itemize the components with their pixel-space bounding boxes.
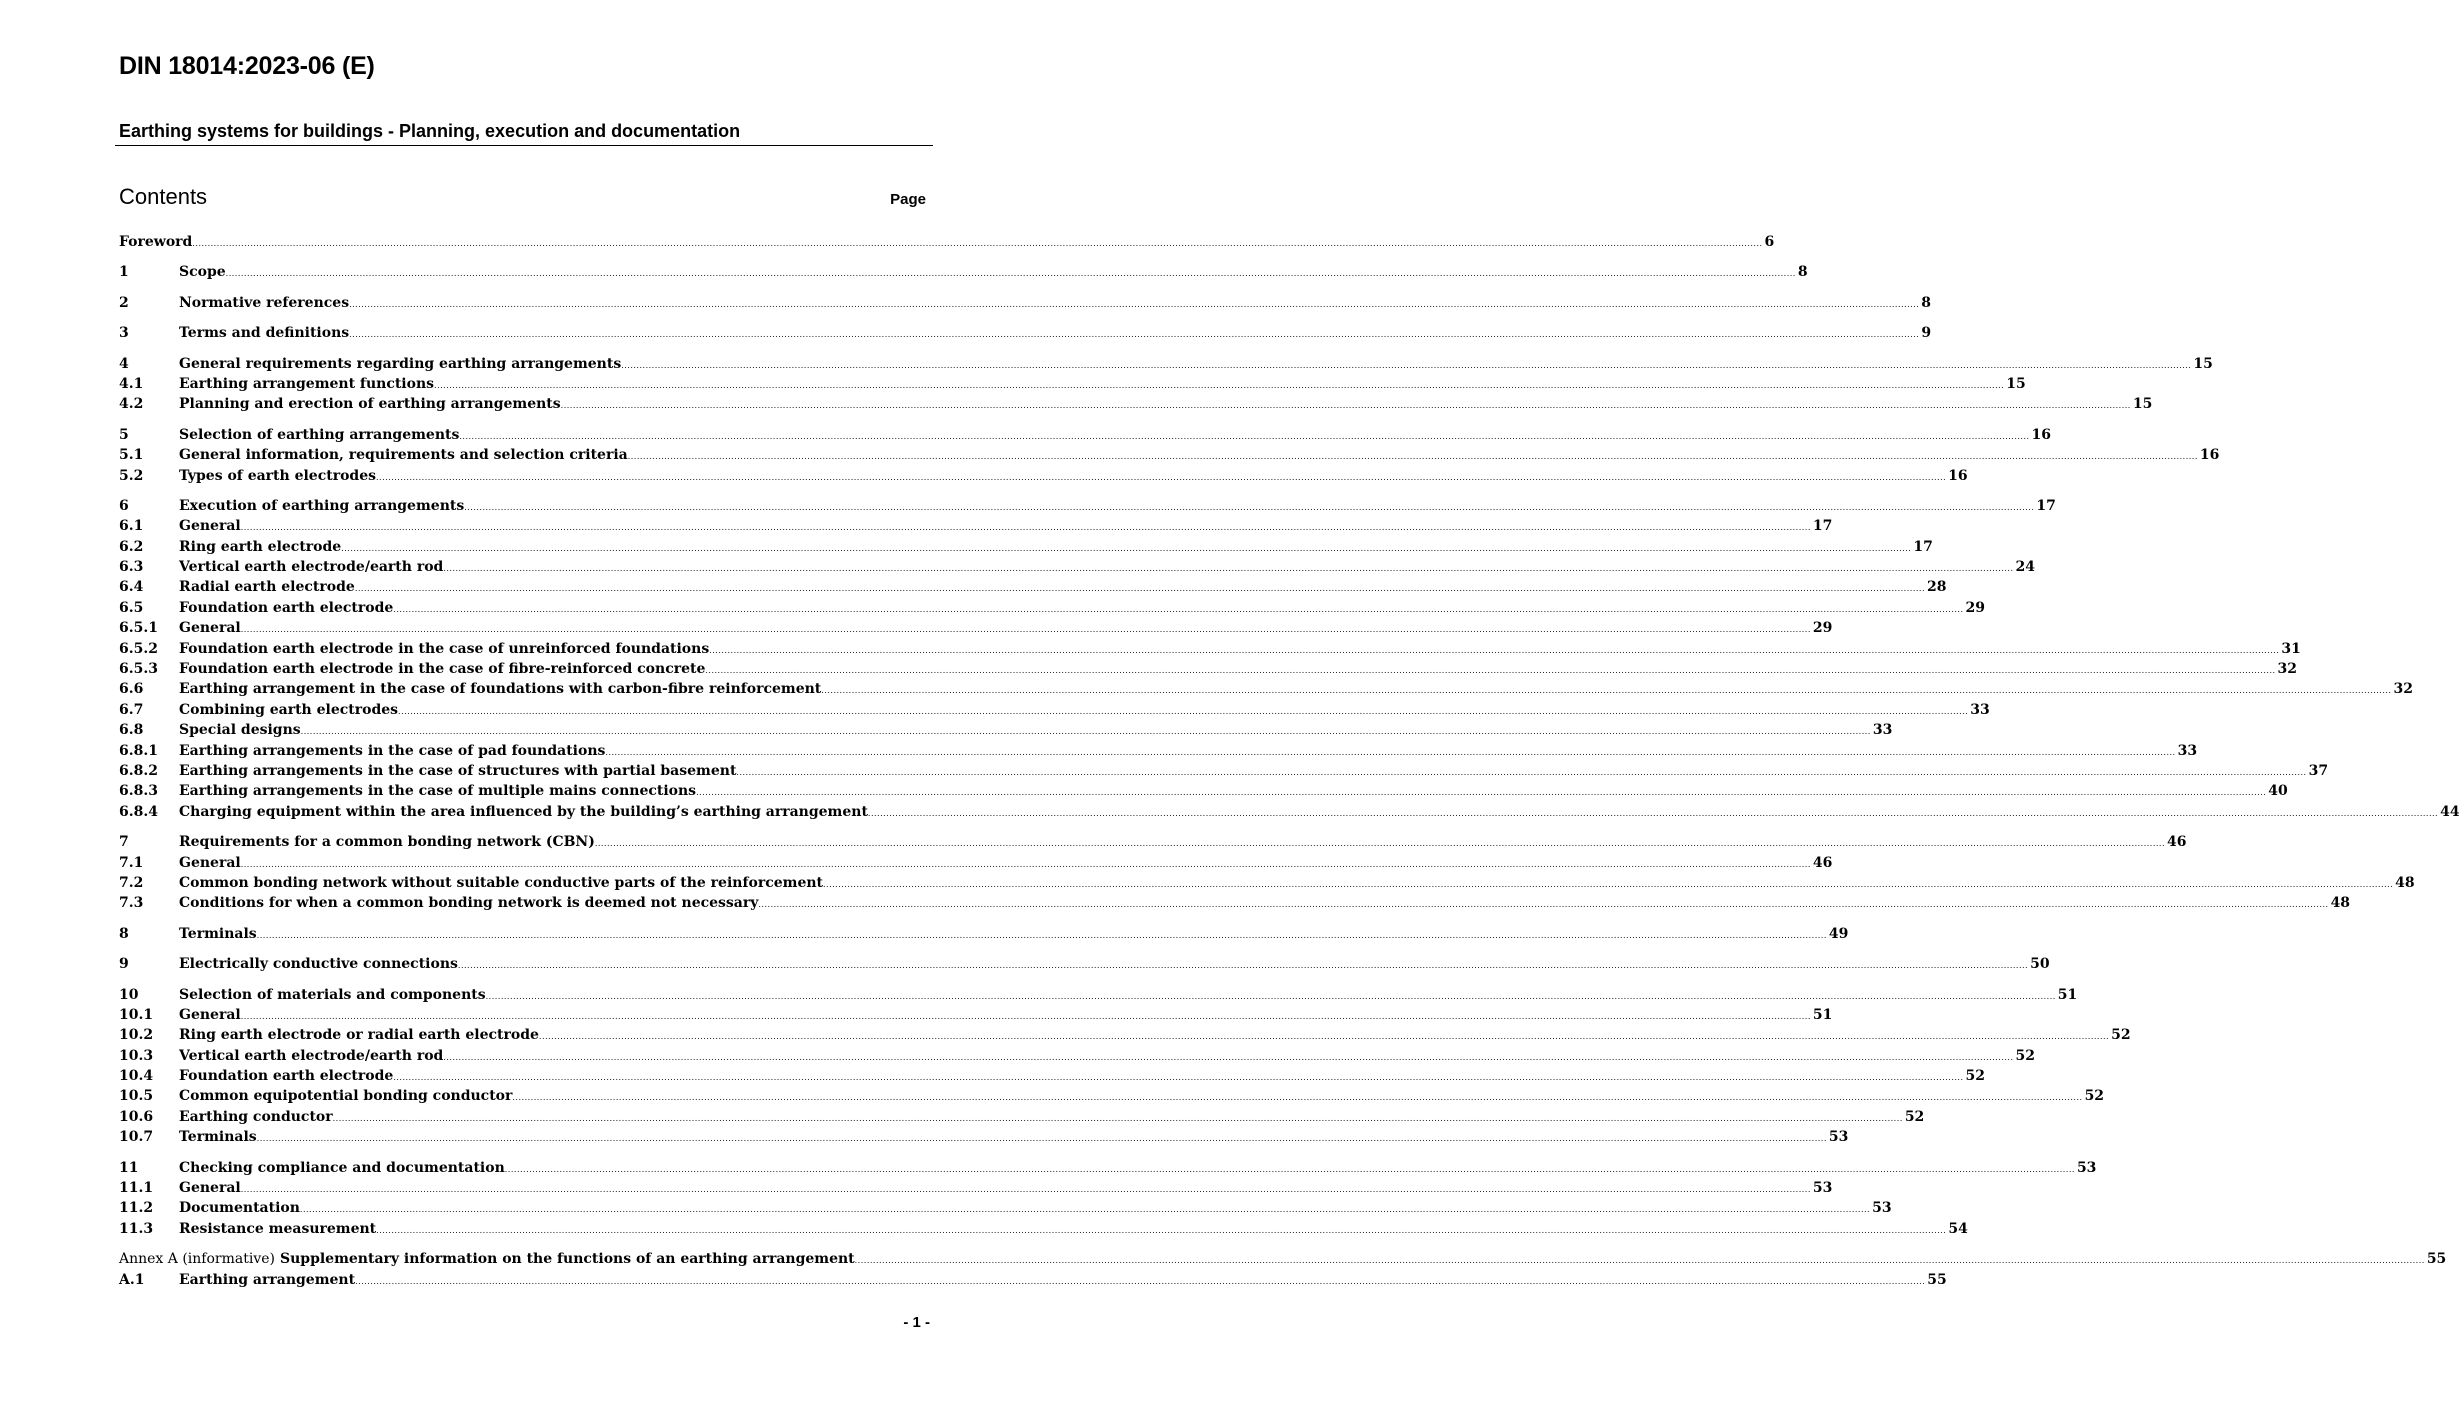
toc-entry-page: 46 xyxy=(2167,834,2187,851)
dot-leader xyxy=(821,681,2391,701)
dot-leader xyxy=(855,1251,2425,1271)
dot-leader xyxy=(241,855,1811,875)
toc-entry-page: 51 xyxy=(1812,1006,1833,1023)
toc-entry-title: Supplementary information on the functions of an earthing arrangement xyxy=(279,1251,855,1268)
toc-entry[interactable] xyxy=(119,618,1833,638)
toc-entry-number: 6.5 xyxy=(119,599,144,616)
toc-entry-title: General information, requirements and selection criteria xyxy=(179,447,628,464)
toc-entry-page: 52 xyxy=(1965,1068,1985,1085)
toc-entry-number: 10.4 xyxy=(119,1068,154,1085)
toc-entry-page: 54 xyxy=(1948,1220,1968,1237)
toc-entry[interactable] xyxy=(119,1198,1892,1218)
dot-leader xyxy=(241,1007,1811,1027)
dot-leader xyxy=(355,579,1925,599)
toc-entry[interactable] xyxy=(119,659,2298,679)
dot-leader xyxy=(398,702,1968,722)
toc-entry-page: 52 xyxy=(1904,1108,1925,1125)
toc-entry-number: 10.2 xyxy=(119,1027,154,1044)
toc-entry-page: 24 xyxy=(2015,559,2035,576)
toc-entry[interactable] xyxy=(119,720,1893,740)
toc-entry-page: 52 xyxy=(2015,1047,2035,1064)
toc-entry-title: Terminals xyxy=(179,925,257,942)
toc-entry-title: Types of earth electrodes xyxy=(179,467,376,484)
toc-entry-page: 53 xyxy=(1828,1129,1849,1146)
dot-leader xyxy=(621,356,2191,376)
toc-entry-title: Earthing arrangement xyxy=(179,1271,356,1288)
toc-entry[interactable] xyxy=(119,1046,2035,1066)
toc-entry-number: 9 xyxy=(119,956,129,973)
toc-entry-page: 53 xyxy=(1872,1200,1892,1217)
toc-entry[interactable] xyxy=(119,1178,1833,1198)
toc-entry-page: 33 xyxy=(1970,701,1990,718)
toc-entry-page: 9 xyxy=(1921,325,1932,342)
toc-entry-number: 10.3 xyxy=(119,1047,154,1064)
toc-entry[interactable] xyxy=(119,374,2026,394)
toc-entry-number: 8 xyxy=(119,925,129,942)
toc-entry[interactable] xyxy=(119,293,1932,313)
toc-entry[interactable] xyxy=(119,832,2187,852)
toc-entry-title: General xyxy=(179,1180,241,1197)
toc-entry-number: A.1 xyxy=(119,1271,145,1288)
toc-entry-page: 15 xyxy=(2132,396,2153,413)
toc-entry-number: 6.5.1 xyxy=(119,620,158,637)
toc-entry-annex-a[interactable] xyxy=(119,1249,2447,1269)
dot-leader xyxy=(505,1160,2075,1180)
dot-leader xyxy=(696,783,2266,803)
dot-leader xyxy=(595,834,2165,854)
dot-leader xyxy=(257,926,1827,946)
toc-entry-number: 5 xyxy=(119,426,129,443)
toc-entry-number: 6.4 xyxy=(119,579,144,596)
dot-leader xyxy=(349,325,1919,345)
toc-entry-number: 2 xyxy=(119,294,129,311)
toc-entry-number: 6.5.2 xyxy=(119,640,158,657)
toc-entry-page: 46 xyxy=(1812,854,1833,871)
toc-entry-page: 33 xyxy=(1872,722,1893,739)
toc-entry-page: 53 xyxy=(1812,1180,1833,1197)
toc-entry-number: 10 xyxy=(119,986,139,1003)
toc-entry-title: General xyxy=(179,518,241,535)
toc-entry-title: Requirements for a common bonding network (CBN) xyxy=(179,834,595,851)
toc-entry-page: 32 xyxy=(2393,681,2413,698)
toc-entry[interactable] xyxy=(119,557,2035,577)
dot-leader xyxy=(241,518,1811,538)
toc-entry-number: 6.8.3 xyxy=(119,783,158,800)
toc-entry-page: 15 xyxy=(2006,375,2026,392)
toc-entry[interactable] xyxy=(119,1107,1925,1127)
toc-entry[interactable] xyxy=(119,354,2213,374)
toc-entry-number: 6.6 xyxy=(119,681,144,698)
toc-entry-page: 52 xyxy=(2111,1027,2131,1044)
toc-entry-title: Electrically conductive connections xyxy=(179,956,458,973)
dot-leader xyxy=(823,875,2393,895)
toc-entry-page: 29 xyxy=(1965,599,1985,616)
toc-entry-title: Documentation xyxy=(179,1200,300,1217)
toc-entry-title: Normative references xyxy=(179,294,350,311)
toc-entry-number: 7.1 xyxy=(119,854,144,871)
toc-entry-page: 44 xyxy=(2440,803,2460,820)
dot-leader xyxy=(705,661,2275,681)
toc-entry[interactable] xyxy=(119,781,2288,801)
toc-entry-title: Execution of earthing arrangements xyxy=(179,497,465,514)
toc-entry-page: 37 xyxy=(2308,762,2329,779)
toc-entry-page: 16 xyxy=(2199,447,2220,464)
toc-entry-page: 55 xyxy=(2426,1251,2447,1268)
toc-entry-page: 50 xyxy=(2030,956,2050,973)
toc-entry[interactable] xyxy=(119,1270,1947,1290)
toc-entry-page: 8 xyxy=(1921,294,1932,311)
toc-entry-number: 6.3 xyxy=(119,559,144,576)
toc-entry-number: 1 xyxy=(119,264,129,281)
toc-entry-number: 11.2 xyxy=(119,1200,154,1217)
toc-entry-title: Foundation earth electrode xyxy=(179,1068,394,1085)
toc-entry-page: 33 xyxy=(2177,742,2198,759)
document-id: DIN 18014:2023-06 (E) xyxy=(119,52,375,80)
dot-leader xyxy=(561,396,2131,416)
contents-heading: Contents xyxy=(119,184,208,209)
toc-entry-title: Earthing arrangements in the case of structures with partial basement xyxy=(179,762,737,779)
toc-entry[interactable] xyxy=(119,394,2153,414)
toc-entry-foreword[interactable] xyxy=(119,232,1775,252)
dot-leader xyxy=(464,498,2034,518)
toc-entry[interactable] xyxy=(119,262,1808,282)
toc-entry-title: Radial earth electrode xyxy=(179,579,355,596)
toc-entry[interactable] xyxy=(119,924,1849,944)
toc-entry-number: 10.1 xyxy=(119,1006,154,1023)
toc-entry-title: Common equipotential bonding conductor xyxy=(179,1088,513,1105)
toc-entry-number: 6.2 xyxy=(119,538,144,555)
toc-entry-number: 11 xyxy=(119,1159,139,1176)
toc-entry-title: Ring earth electrode or radial earth electrode xyxy=(179,1027,539,1044)
dot-leader xyxy=(605,743,2175,763)
document-subtitle: Earthing systems for buildings - Planning, execution and documentation xyxy=(119,121,741,141)
toc-entry[interactable] xyxy=(119,1025,2131,1045)
toc-entry-title: Foundation earth electrode xyxy=(179,599,394,616)
dot-leader xyxy=(539,1027,2109,1047)
toc-entry[interactable] xyxy=(119,1219,1968,1239)
toc-entry[interactable] xyxy=(119,954,2050,974)
toc-entry-number: 6.8.4 xyxy=(119,803,158,820)
toc-entry-title: Resistance measurement xyxy=(179,1220,377,1237)
toc-entry-number: 3 xyxy=(119,325,129,342)
toc-entry-page: 40 xyxy=(2268,783,2288,800)
toc-entry-title: Selection of materials and components xyxy=(179,986,486,1003)
toc-entry-number: 10.7 xyxy=(119,1129,154,1146)
toc-entry[interactable] xyxy=(119,639,2301,659)
toc-entry[interactable] xyxy=(119,445,2220,465)
dot-leader xyxy=(486,987,2056,1007)
toc-entry[interactable] xyxy=(119,1005,1833,1025)
toc-entry-title: General xyxy=(179,854,241,871)
dot-leader xyxy=(376,468,1946,488)
toc-entry-title: Vertical earth electrode/earth rod xyxy=(179,559,444,576)
toc-entry[interactable] xyxy=(119,1127,1849,1147)
toc-entry[interactable] xyxy=(119,577,1947,597)
title-divider xyxy=(115,145,933,146)
dot-leader xyxy=(459,427,2029,447)
dot-leader xyxy=(736,763,2306,783)
toc-entry-page: 53 xyxy=(2076,1159,2097,1176)
dot-leader xyxy=(226,264,1796,284)
toc-entry-number: 6.7 xyxy=(119,701,144,718)
toc-entry[interactable] xyxy=(119,700,1990,720)
dot-leader xyxy=(301,722,1871,742)
toc-entry-title: Charging equipment within the area influenced by the building’s earthing arrangement xyxy=(179,803,868,820)
toc-entry-page: 17 xyxy=(1913,538,1933,555)
toc-entry[interactable] xyxy=(119,893,2351,913)
toc-entry[interactable] xyxy=(119,425,2052,445)
dot-leader xyxy=(376,1221,1946,1241)
toc-entry-page: 52 xyxy=(2084,1088,2105,1105)
dot-leader xyxy=(241,1180,1811,1200)
toc-entry[interactable] xyxy=(119,853,1833,873)
toc-entry-page: 29 xyxy=(1812,620,1833,637)
toc-entry-title: General xyxy=(179,1006,241,1023)
dot-leader xyxy=(758,895,2328,915)
dot-leader xyxy=(393,1068,1963,1088)
toc-entry-number: 6 xyxy=(119,497,129,514)
toc-entry-page: 6 xyxy=(1764,234,1775,250)
toc-entry-title: Foundation earth electrode in the case of fibre-reinforced concrete xyxy=(179,661,706,678)
table-of-contents xyxy=(119,232,2460,1290)
dot-leader xyxy=(434,376,2004,396)
toc-entry-title: Common bonding network without suitable conductive parts of the reinforcement xyxy=(179,874,823,891)
toc-entry[interactable] xyxy=(119,802,2460,822)
toc-entry-title: Foreword xyxy=(119,234,193,250)
dot-leader xyxy=(257,1129,1827,1149)
toc-entry-page: 31 xyxy=(2281,640,2301,657)
toc-entry-number: 5.2 xyxy=(119,467,144,484)
toc-entry-page: 17 xyxy=(2036,497,2056,514)
annex-label: Annex A (informative) xyxy=(119,1251,275,1268)
toc-entry[interactable] xyxy=(119,466,1968,486)
toc-entry-title: Special designs xyxy=(179,722,301,739)
toc-entry-page: 15 xyxy=(2193,355,2213,372)
toc-entry[interactable] xyxy=(119,516,1833,536)
page-column-label: Page xyxy=(890,191,926,208)
toc-entry-number: 7 xyxy=(119,834,129,851)
toc-entry-title: Terms and definitions xyxy=(179,325,350,342)
toc-entry[interactable] xyxy=(119,598,1985,618)
toc-entry-number: 10.5 xyxy=(119,1088,154,1105)
dot-leader xyxy=(341,539,1911,559)
toc-entry-page: 16 xyxy=(2031,426,2052,443)
toc-entry[interactable] xyxy=(119,873,2415,893)
toc-entry-title: Earthing arrangement functions xyxy=(179,375,435,392)
toc-entry-title: Earthing arrangements in the case of multiple mains connections xyxy=(179,783,697,800)
toc-entry-title: Scope xyxy=(179,264,226,281)
dot-leader xyxy=(393,600,1963,620)
dot-leader xyxy=(192,234,1762,254)
toc-entry-page: 32 xyxy=(2277,661,2298,678)
toc-entry-number: 6.1 xyxy=(119,518,144,535)
toc-entry-page: 28 xyxy=(1926,579,1947,596)
dot-leader xyxy=(355,1272,1925,1292)
toc-entry-number: 7.2 xyxy=(119,874,144,891)
toc-entry-page: 55 xyxy=(1927,1271,1947,1288)
toc-entry[interactable] xyxy=(119,496,2056,516)
toc-entry-number: 11.1 xyxy=(119,1180,154,1197)
toc-entry-title: Combining earth electrodes xyxy=(179,701,399,718)
toc-entry-number: 4 xyxy=(119,355,129,372)
dot-leader xyxy=(458,956,2028,976)
toc-entry-number: 6.5.3 xyxy=(119,661,158,678)
toc-entry-title: Planning and erection of earthing arrangements xyxy=(179,396,561,413)
toc-entry-title: Earthing conductor xyxy=(179,1108,333,1125)
toc-entry-page: 17 xyxy=(1812,518,1833,535)
toc-entry-title: Foundation earth electrode in the case of unreinforced foundations xyxy=(179,640,710,657)
toc-entry-page: 51 xyxy=(2057,986,2078,1003)
dot-leader xyxy=(443,1048,2013,1068)
toc-entry-title: Ring earth electrode xyxy=(179,538,342,555)
toc-entry-title: General xyxy=(179,620,241,637)
dot-leader xyxy=(300,1200,1870,1220)
toc-entry-number: 11.3 xyxy=(119,1220,154,1237)
toc-entry-number: 4.2 xyxy=(119,396,144,413)
toc-entry-title: General requirements regarding earthing arrangements xyxy=(179,355,622,372)
toc-entry-number: 7.3 xyxy=(119,895,144,912)
toc-entry-title: Earthing arrangements in the case of pad foundations xyxy=(179,742,606,759)
toc-entry-number: 6.8.2 xyxy=(119,762,158,779)
toc-entry-page: 48 xyxy=(2395,874,2415,891)
toc-entry-title: Terminals xyxy=(179,1129,257,1146)
dot-leader xyxy=(333,1109,1903,1129)
toc-entry[interactable] xyxy=(119,985,2078,1005)
toc-entry-number: 5.1 xyxy=(119,447,144,464)
toc-entry-title: Vertical earth electrode/earth rod xyxy=(179,1047,444,1064)
dot-leader xyxy=(443,559,2013,579)
toc-entry-title: Checking compliance and documentation xyxy=(179,1159,505,1176)
toc-entry-number: 10.6 xyxy=(119,1108,154,1125)
dot-leader xyxy=(628,447,2198,467)
toc-entry-number: 4.1 xyxy=(119,375,144,392)
dot-leader xyxy=(349,295,1919,315)
toc-entry[interactable] xyxy=(119,679,2413,699)
page-number: - 1 - xyxy=(903,1314,930,1331)
toc-entry-title: Selection of earthing arrangements xyxy=(179,426,460,443)
dot-leader xyxy=(512,1088,2082,1108)
toc-entry[interactable] xyxy=(119,741,2198,761)
dot-leader xyxy=(709,641,2279,661)
toc-entry[interactable] xyxy=(119,537,1933,557)
toc-entry[interactable] xyxy=(119,1086,2105,1106)
dot-leader xyxy=(241,620,1811,640)
toc-entry[interactable] xyxy=(119,1066,1985,1086)
toc-entry-page: 48 xyxy=(2330,895,2351,912)
toc-entry[interactable] xyxy=(119,323,1932,343)
toc-entry[interactable] xyxy=(119,1158,2097,1178)
toc-entry[interactable] xyxy=(119,761,2329,781)
toc-entry-title: Earthing arrangement in the case of foundations with carbon-fibre reinforcement xyxy=(179,681,822,698)
toc-entry-number: 6.8.1 xyxy=(119,742,158,759)
toc-entry-page: 49 xyxy=(1828,925,1849,942)
dot-leader xyxy=(868,804,2438,824)
toc-entry-number: 6.8 xyxy=(119,722,144,739)
toc-entry-title: Conditions for when a common bonding network is deemed not necessary xyxy=(179,895,759,912)
toc-entry-page: 16 xyxy=(1948,467,1968,484)
toc-entry-page: 8 xyxy=(1797,264,1808,281)
